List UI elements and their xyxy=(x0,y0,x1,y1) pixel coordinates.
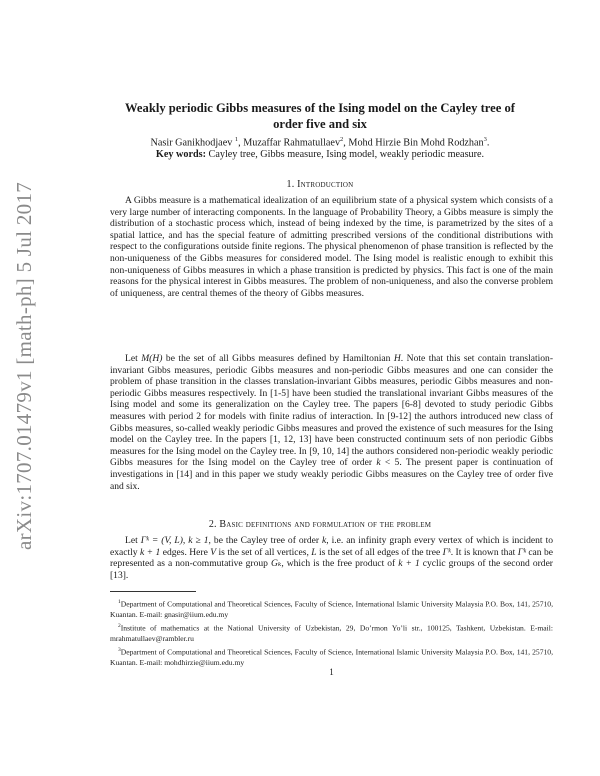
author-name: Mohd Hirzie Bin Mohd Rodzhan xyxy=(348,137,484,149)
section-heading-basic-definitions: 2. Basic definitions and formulation of the problem xyxy=(208,519,432,530)
keywords-label: Key words: xyxy=(155,149,206,160)
math-inline: Γᵏ = (V, L), k ≥ 1 xyxy=(140,535,209,546)
author-separator: . xyxy=(486,137,490,149)
author-name: Muzaffar Rahmatullaev xyxy=(243,137,341,149)
footnote-divider xyxy=(110,591,196,592)
definitions-paragraph-1: Let Γᵏ = (V, L), k ≥ 1, be the Cayley tree of order k, i.e. an infinity graph every vertex of which is incident to exactly k + 1 edges. Here V is the set of all vertices, L is the set of all edges of the tree Γᵏ. It is known that Γᵏ can be represented as a non-commutative group Gₖ, which is the free product of k + 1 cyclic groups of the second order [13]. xyxy=(110,535,553,581)
page-number: 1 xyxy=(329,667,334,677)
math-inline: k + 1 xyxy=(398,558,420,570)
author-footnote-mark: 1 xyxy=(234,136,239,143)
author-footnote-mark: 3 xyxy=(483,136,487,143)
footnote-3: $^3$Department of Computational and Theoretical Sciences, Faculty of Science, International Islamic University Malaysia P.O. Box, 141, 25710, Kuantan. E-mail: mohdhirzie@iium.edu.my xyxy=(110,646,553,667)
intro-paragraph-1: A Gibbs measure is a mathematical idealization of an equilibrium state of a physical system which consists of a very large number of interacting components. In the language of Probability Theory, a Gibbs measure is simply the distribution of a stochastic process which, instead of being indexed by the time, is parametrized by the sites of a spatial lattice, and has the special feature of admitting prescribed versions of the conditional distributions with respect to the configurations outside finite regions. The physical phenomenon of phase transition is reflected by the non-uniqueness of the Gibbs measures for considered model. The Ising model is realistic enough to exhibit this non-uniqueness of Gibbs measures in which a phase transition is predicted by physics. This fact is one of the main reasons for the physical interest in Gibbs measures. The problem of non-uniqueness, and also the converse problem of uniqueness, are central themes of the theory of Gibbs measures. xyxy=(110,195,553,299)
section-heading-introduction: 1. Introduction xyxy=(286,179,354,190)
math-inline: L xyxy=(311,546,317,558)
math-inline: Γᵏ xyxy=(517,546,526,558)
footnote-2: $^2$Institute of mathematics at the National University of Uzbekistan, 29, Do’rmon Yo’li str., 100125, Tashkent, Uzbekistan. E-mail: mrahmatullaev@rambler.ru xyxy=(110,622,553,643)
paper-title: Weakly periodic Gibbs measures of the Ising model on the Cayley tree of order five and six xyxy=(125,101,515,131)
footnotes xyxy=(110,597,553,669)
keywords-text: Cayley tree, Gibbs measure, Ising model, weakly periodic measure. xyxy=(206,149,485,160)
math-inline: k xyxy=(322,535,327,546)
author-name: Nasir Ganikhodjaev xyxy=(150,137,235,149)
math-inline: M(H) xyxy=(141,353,163,364)
author-separator: , xyxy=(238,137,244,149)
math-inline: V xyxy=(210,546,217,558)
intro-paragraph-2: Let M(H) be the set of all Gibbs measures defined by Hamiltonian H. Note that this set contain translation-invariant Gibbs measures, periodic Gibbs measures and non-periodic Gibbs measures and one can consider the problem of phase transition in the classes translation-invariant Gibbs measures, periodic Gibbs measures and non-periodic Gibbs measures respectively. In [1-5] have been studied the translational invariant Gibbs measures of the Ising model and some its generalization on the Cayley tree. The papers [6-8] devoted to study periodic Gibbs measures with period 2 for models with finite radius of interaction. In [9-12] the authors introduced new class of Gibbs measures, so-called weakly periodic Gibbs measures and proved the existence of such measures for the Ising model on the Cayley tree. In the papers [1, 12, 13] have been constructed continuum sets of non periodic Gibbs measures for the Ising model on the Cayley tree. In [9, 10, 14] the authors considered non-periodic weakly periodic Gibbs measures for the Ising model on the Cayley tree of order k < 5. The present paper is continuation of investigations in [14] and in this paper we study weakly periodic Gibbs measures on the Cayley tree of order five and six. xyxy=(110,353,554,492)
author-separator: , xyxy=(343,137,349,149)
math-inline: k xyxy=(376,457,381,469)
math-inline: Gₖ xyxy=(270,558,282,570)
math-inline: H xyxy=(393,353,401,364)
arxiv-identifier-stamp: arXiv:1707.01479v1 [math-ph] 5 Jul 2017 xyxy=(12,181,36,550)
author-footnote-mark: 2 xyxy=(340,136,344,143)
keywords-line xyxy=(110,148,530,162)
footnote-1: $^1$Department of Computational and Theoretical Sciences, Faculty of Science, International Islamic University Malaysia P.O. Box, 141, 25710, Kuantan. E-mail: gnasir@iium.edu.my xyxy=(110,599,553,619)
math-inline: Γᵏ xyxy=(442,546,451,558)
math-inline: k + 1 xyxy=(140,546,161,558)
